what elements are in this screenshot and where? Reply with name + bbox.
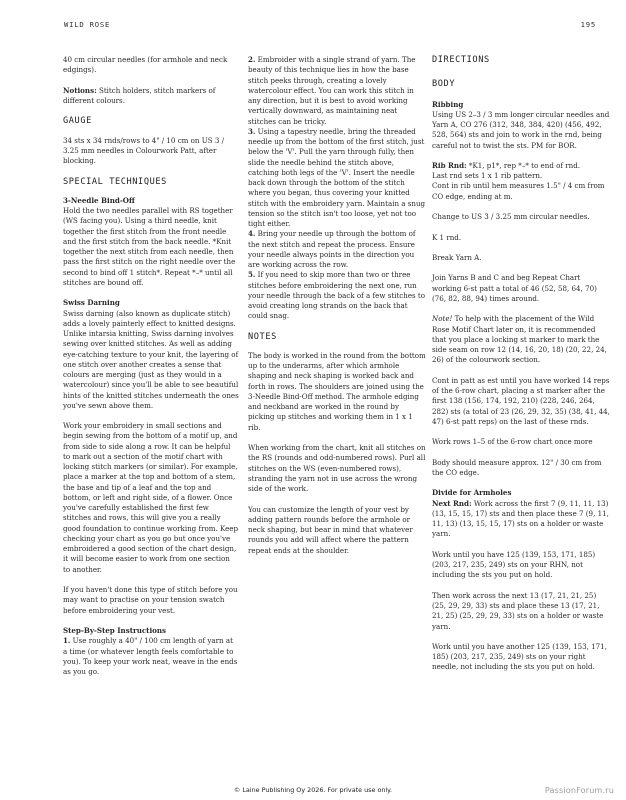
ribbing-text: Using US 2–3 / 3 mm longer circular needles and Yarn A, CO 276 (312, 348, 384, 420) (456, 492, 528, 564) sts and join to work in the rnd, being careful not to twist the sts. PM for BOR. (432, 109, 610, 150)
column-right (432, 55, 610, 673)
join-yarns: Join Yarns B and C and beg Repeat Chart working 6-st patt a total of 46 (52, 58, 64, 70) (76, 82, 88, 94) times around. (432, 273, 597, 303)
special-techniques-heading: SPECIAL TECHNIQUES (63, 176, 167, 187)
rib-continue: Cont in rib until hem measures 1.5" / 4 cm from CO edge, ending at m. (432, 181, 605, 201)
work-until-1: Work until you have 125 (139, 153, 171, 185) (203, 217, 235, 249) sts on your RHN, not including the sts you put on hold. (432, 549, 596, 580)
work-until-2: Work until you have another 125 (139, 153, 171, 185) (203, 217, 235, 249) sts on your right needle, not including the sts you put on hold. (432, 641, 607, 672)
rib-last-round: Last rnd sets 1 x 1 rib pattern. (432, 171, 543, 181)
step-4-text: Bring your needle up through the bottom of the next stitch and repeat the process. Ensure your needle always points in the direction you are working across the row. (248, 229, 416, 269)
placement-note (432, 314, 610, 365)
notes-paragraph-1: The body is worked in the round from the bottom up to the underarms, after which armhole shaping and neck shaping is worked back and forth in rows. The shoulders are joined using the 3-Needle Bind-Off method. The armhole edging and neckband are worked in the round by picking up stitches and working them in 1 x 1 rib. (248, 350, 426, 432)
gauge-heading: GAUGE (63, 116, 92, 127)
notes-heading: NOTES (248, 331, 277, 342)
divide-armholes-title: Divide for Armholes (432, 488, 512, 498)
notes-paragraph-2: When working from the chart, knit all stitches on the RS (rounds and odd-numbered rows). Purl all stitches on the WS (even-numbered rows), stranding the yarn not in use across the wrong side of the work. (248, 443, 426, 494)
notions-paragraph (63, 86, 239, 107)
notions-label: Notions: (63, 85, 97, 95)
step-5 (248, 270, 426, 321)
step-5-text: If you need to skip more than two or three stitches before embroidering the next one, run your needle through the back of a few stitches to avoid creating long strands on the back that could snag. (248, 270, 426, 321)
body-heading: BODY (432, 79, 456, 90)
step-3-number: 3. (248, 126, 256, 136)
step-1 (63, 636, 239, 677)
body-measurement: Body should measure approx. 12" / 30 cm from the CO edge. (432, 457, 602, 477)
needles-continued: 40 cm circular needles (for armhole and neck edgings). (63, 55, 228, 75)
step-1-text: Use roughly a 40" / 100 cm length of yarn at a time (or whatever length feels comfortable to you). To keep your work neat, weave in the ends as you go. (63, 636, 238, 677)
notions-text: Stitch holders, stitch markers of different colours. (63, 85, 216, 105)
step-3 (248, 127, 426, 230)
note-text: To help with the placement of the Wild Rose Motif Chart later on, it is recommended that you place a locking st marker to mark the side seam on row 12 (14, 16, 20, 18) (20, 22, 24, 26) of the colourwork section. (432, 314, 607, 365)
three-needle-bind-off-title: 3-Needle Bind-Off (63, 195, 135, 205)
three-needle-bind-off-text: Hold the two needles parallel with RS together (WS facing you). Using a third needle, knit together the first stitch from the front needle and the first stitch from the back needle. *Knit together the next stitch from each needle, then pass the first stitch on the right needle over the second to bind off 1 stitch*. Repeat *–* until all stitches are bound off. (63, 206, 236, 287)
break-yarn: Break Yarn A. (432, 253, 482, 262)
step-by-step-title: Step-By-Step Instructions (63, 626, 167, 636)
step-4-number: 4. (248, 229, 256, 239)
change-needles: Change to US 3 / 3.25 mm circular needles. (432, 212, 590, 222)
swiss-darning-paragraph-2: Work your embroidery in small sections and begin sewing from the bottom of a motif up, and from side to side along a row. It can be helpful to mark out a section of the motif chart with locking stitch markers (or similar). For example, place a marker at the top and bottom of a stem, the base and tip of a leaf and the top and bottom, or left and right side, of a flower. Once you've carefully established the first few stitches and rows, this will give you a really good foundation to continue working from. Keep checking your chart as you go but once you've embroidered a good section of the chart design, it will become easier to work from one section to another. (63, 421, 239, 574)
step-2 (248, 55, 426, 127)
step-5-number: 5. (248, 270, 256, 280)
rib-round (432, 161, 610, 171)
copyright-footer: © Laine Publishing Oy 2026. For private use only. (233, 786, 393, 794)
watermark: PassionForum.ru (544, 786, 614, 795)
step-1-number: 1. (63, 636, 71, 646)
column-middle (248, 55, 426, 566)
rib-round-label: Rib Rnd: (432, 160, 467, 170)
step-3-text: Using a tapestry needle, bring the threaded needle up from the bottom of the first stitch, just below the 'V'. Pull the yarn through fully, then slide the needle behind the stitch above, catching both legs of the 'V'. Insert the needle back down through the bottom of the stitch where you began, thus covering your knitted stitch with the embroidery yarn. Maintain a snug tension so the stitch isn't too loose, yet not too tight either. (248, 126, 426, 228)
page-number: 195 (580, 20, 596, 29)
work-rows: Work rows 1–5 of the 6-row chart once more (432, 437, 593, 447)
directions-heading: DIRECTIONS (432, 55, 490, 65)
ribbing-title: Ribbing (432, 99, 464, 109)
swiss-darning-paragraph-1: Swiss darning (also known as duplicate stitch) adds a lovely painterly effect to knitted designs. Unlike intarsia knitting, Swiss darning involves sewing over knitted stitches. As well as adding eye-catching texture to your knit, the layering of one stitch over another creates a sense that colours are merging (just as they would in a watercolour) since you'll be able to see beautiful hints of the knitted stitches underneath the ones you've sewn above them. (63, 308, 239, 410)
running-header (64, 20, 596, 29)
step-4 (248, 229, 426, 270)
continue-pattern: Cont in patt as est until you have worked 14 reps of the 6-row chart, placing a st marker after the first 138 (156, 174, 192, 210) (228, 246, 264, 282) sts (a total of 23 (26, 29, 32, 35) (38, 41, 44, 47) 6-st patt reps) on the last of these rnds. (432, 375, 610, 426)
column-left (63, 55, 239, 677)
gauge-text: 34 sts x 34 rnds/rows to 4" / 10 cm on US 3 / 3.25 mm needles in Colourwork Patt, after blocking. (63, 135, 224, 166)
next-round-text: Work across the first 7 (9, 11, 11, 13) (13, 15, 15, 17) sts and then place these 7 (9, 11, 11, 13) (13, 15, 15, 17) sts on a holder or waste yarn. (432, 498, 609, 539)
next-round-label: Next Rnd: (432, 498, 472, 508)
swiss-darning-title: Swiss Darning (63, 298, 120, 308)
step-2-number: 2. (248, 55, 256, 64)
rib-round-text: *K1, p1*, rep *–* to end of rnd. (466, 160, 581, 170)
note-label: Note! (432, 314, 453, 324)
swiss-darning-paragraph-3: If you haven't done this type of stitch before you may want to practise on your tension swatch before embroidering your vest. (63, 585, 238, 615)
magazine-section-title: WILD ROSE (64, 20, 111, 29)
step-2-text: Embroider with a single strand of yarn. The beauty of this technique lies in how the base stitch peeks through, creating a lovely watercolour effect. You can work this stitch in any direction, but it is best to avoid working vertically downward, as maintaining neat stitches can be tricky. (248, 55, 416, 126)
then-work: Then work across the next 13 (17, 21, 21, 25) (25, 29, 29, 33) sts and place these 13 (17, 21, 21, 25) (25, 29, 29, 33) sts on a holder or waste yarn. (432, 590, 604, 631)
notes-paragraph-3: You can customize the length of your vest by adding pattern rounds before the armhole or neck shaping, but bear in mind that whatever rounds you add will affect where the pattern repeat ends at the shoulder. (248, 504, 413, 555)
next-round (432, 499, 610, 540)
knit-one-round: K 1 rnd. (432, 232, 462, 242)
